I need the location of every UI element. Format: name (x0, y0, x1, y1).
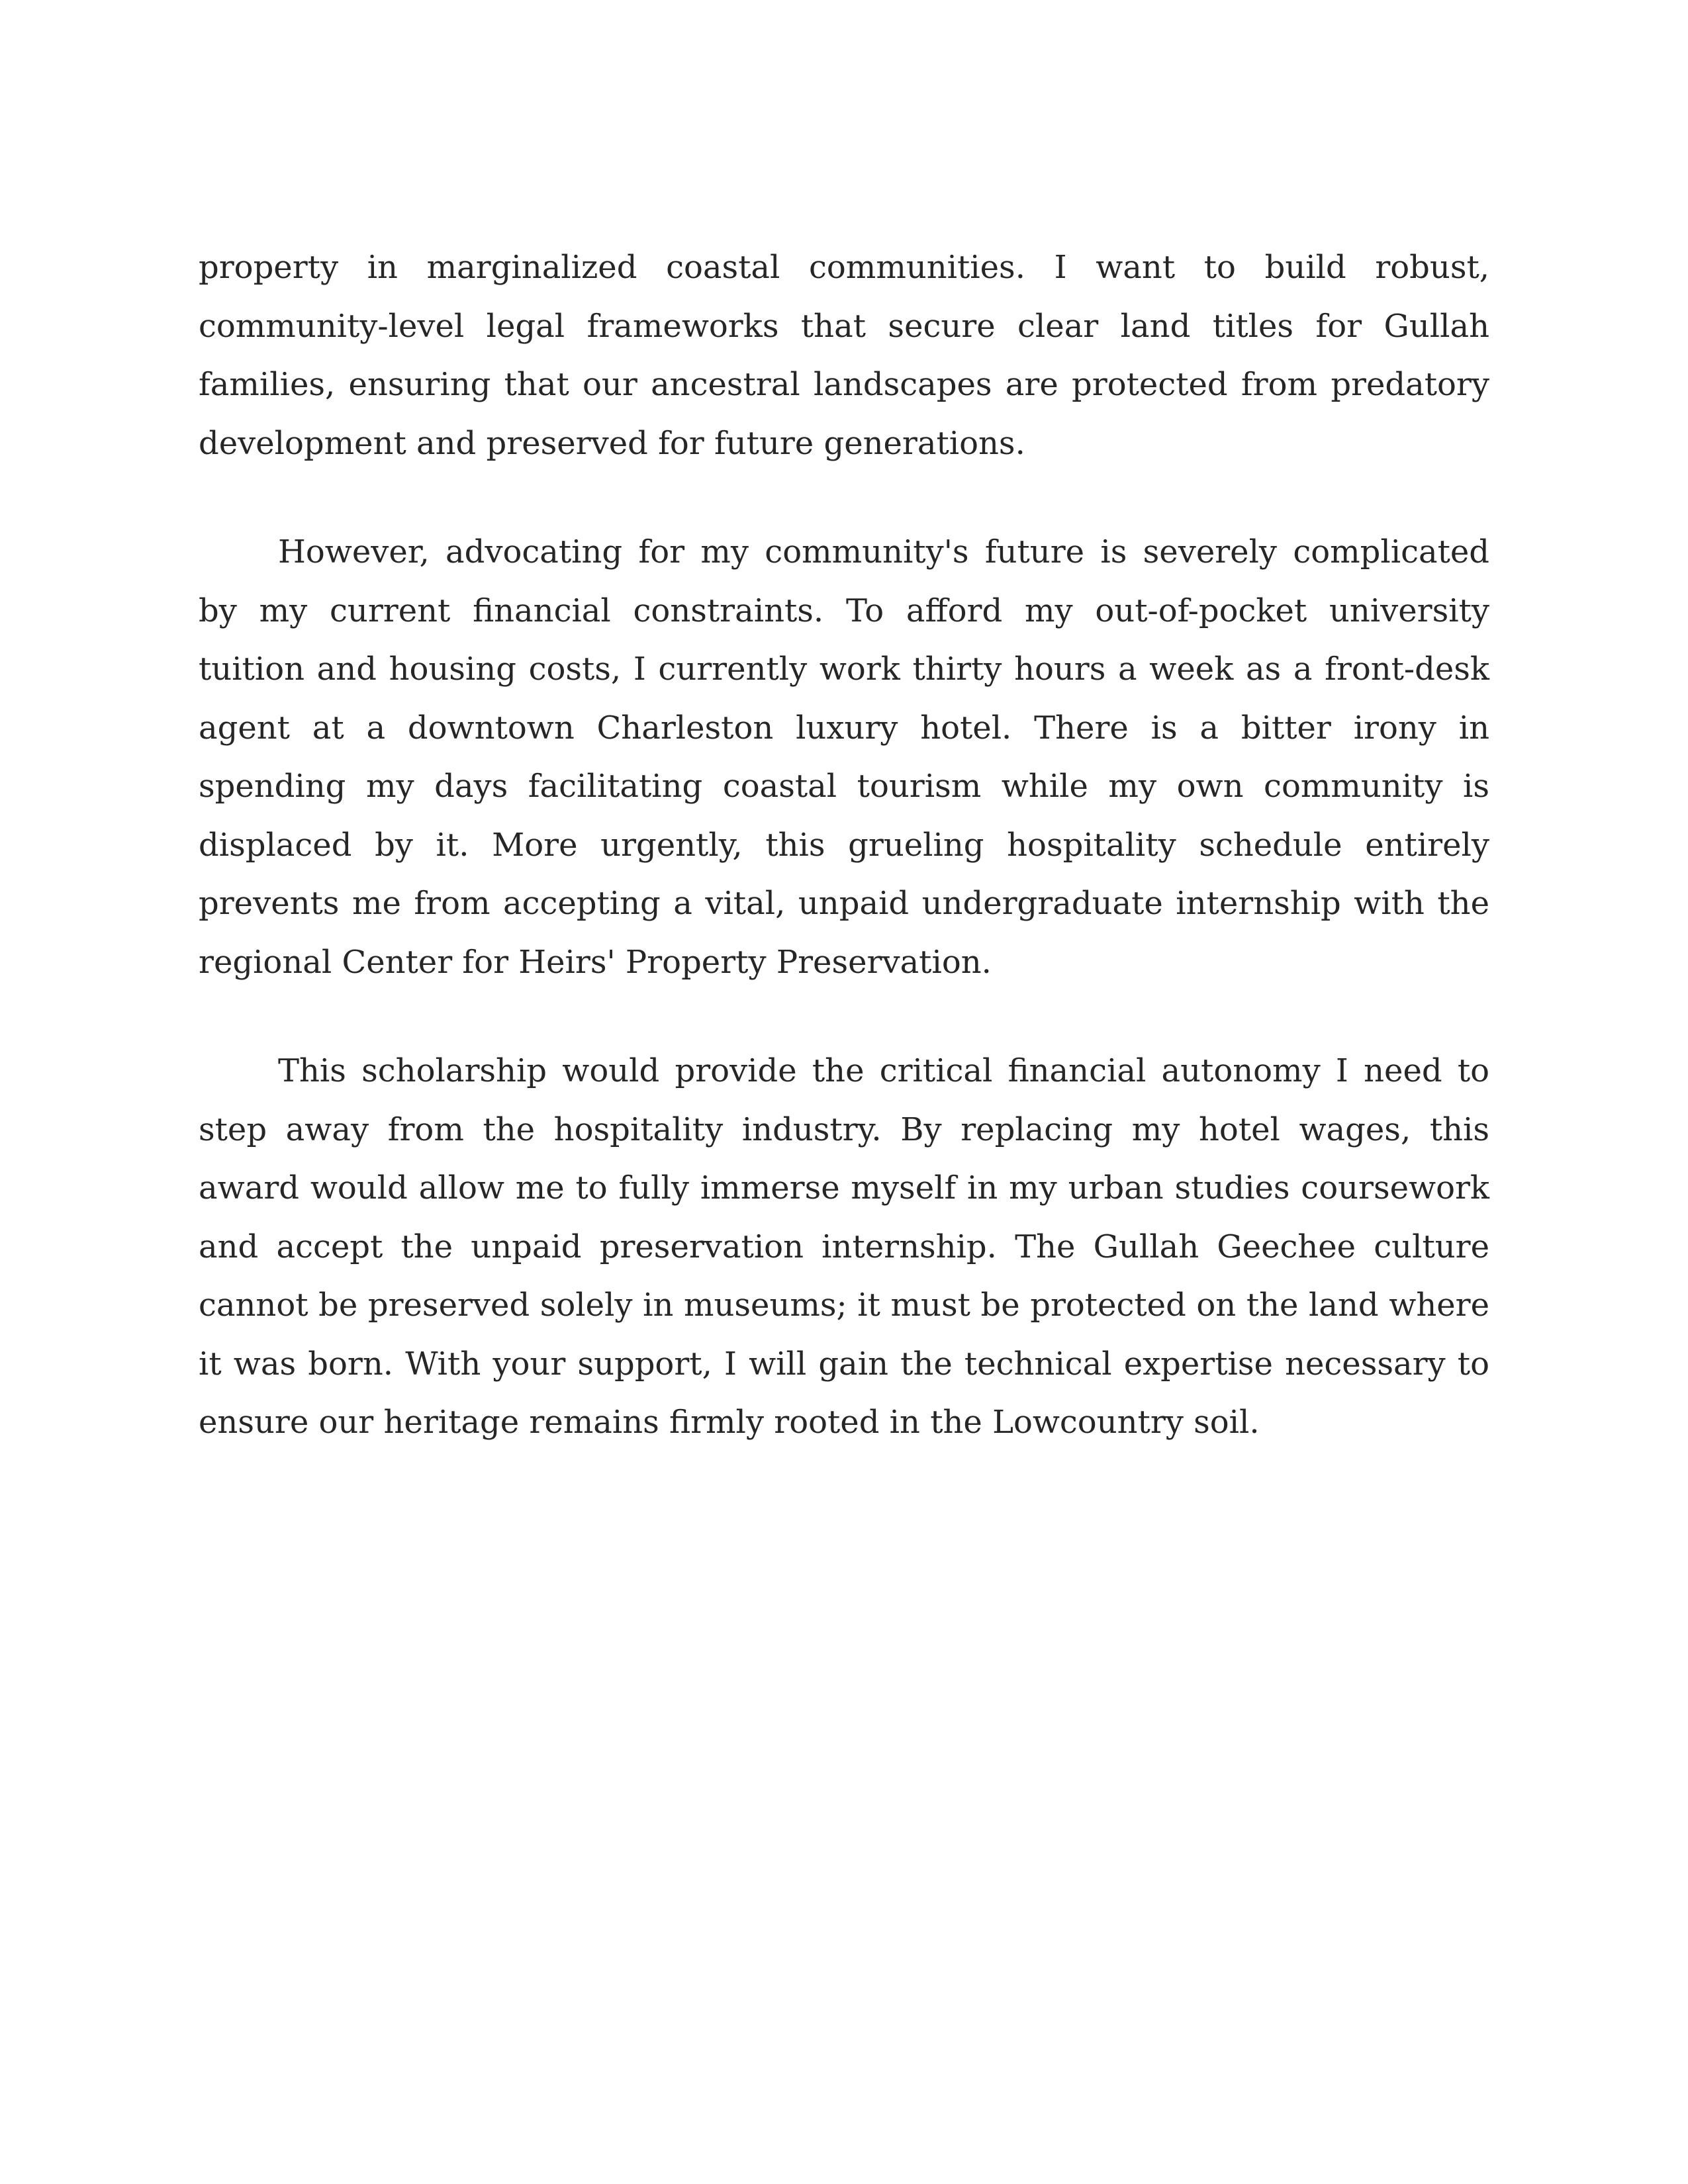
paragraph-1: property in marginalized coastal communities. I want to build robust, community-level legal frameworks that secure clear land titles for Gullah families, ensuring that our ancestral landscapes are protected from predatory development and preserved for future generations. (199, 249, 1489, 462)
paragraph-2: However, advocating for my community's future is severely complicated by my current financial constraints. To afford my out-of-pocket university tuition and housing costs, I currently work thirty hours a week as a front-desk agent at a downtown Charleston luxury hotel. There is a bitter irony in spending my days facilitating coastal tourism while my own community is displaced by it. More urgently, this grueling hospitality schedule entirely prevents me from accepting a vital, unpaid undergraduate internship with the regional Center for Heirs' Property Preservation. (199, 533, 1489, 981)
paragraph-3: This scholarship would provide the critical financial autonomy I need to step away from the hospitality industry. By replacing my hotel wages, this award would allow me to fully immerse myself in my urban studies coursework and accept the unpaid preservation internship. The Gullah Geechee culture cannot be preserved solely in museums; it must be protected on the land where it was born. With your support, I will gain the technical expertise necessary to ensure our heritage remains firmly rooted in the Lowcountry soil. (199, 1052, 1489, 1441)
document-body (199, 238, 1489, 1502)
